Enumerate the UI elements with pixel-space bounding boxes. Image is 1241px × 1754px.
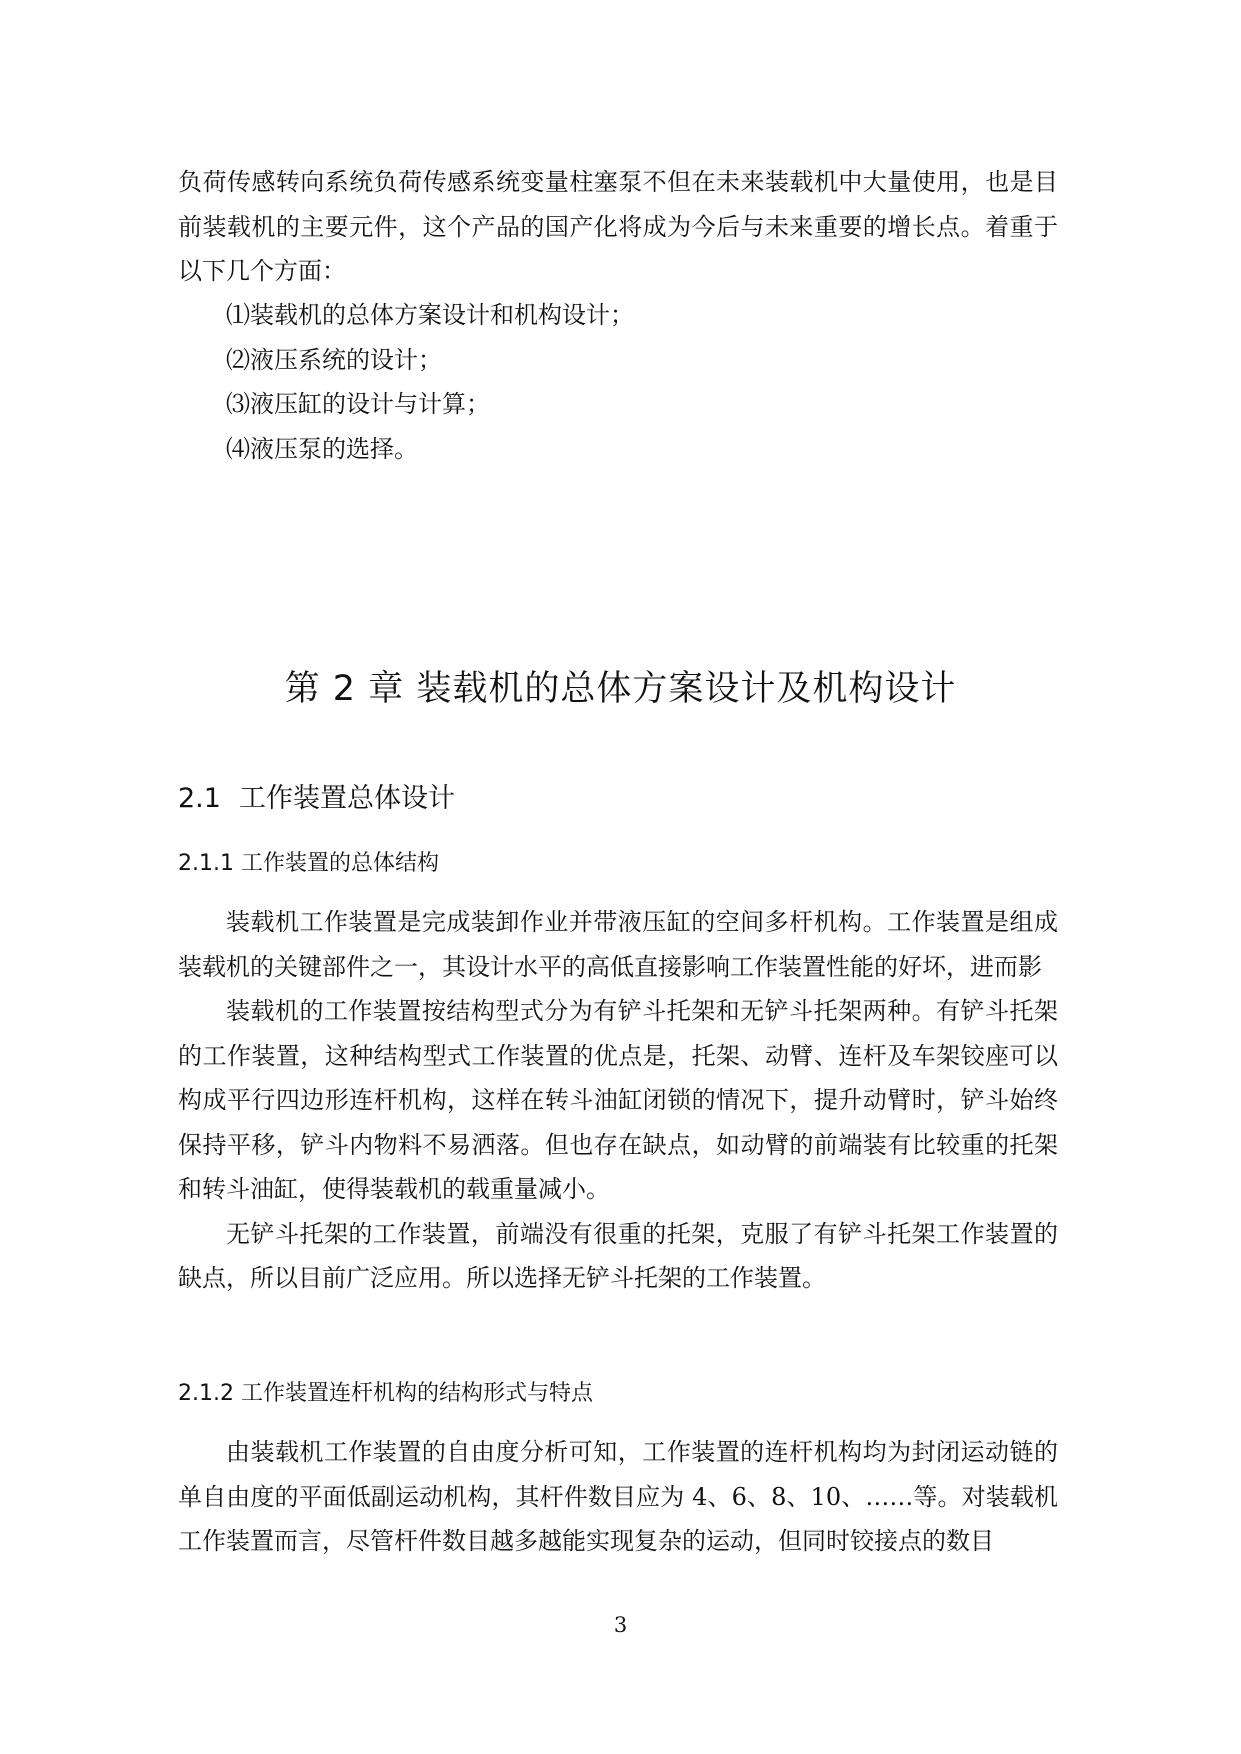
intro-block [178,160,1058,294]
subsection-2-1-1-body [178,900,1058,1301]
paragraph: 由装载机工作装置的自由度分析可知，工作装置的连杆机构均为封闭运动链的单自由度的平面低副运动机构，其杆件数目应为 4、6、8、10、……等。对装载机工作装置而言，尽管杆件数目越多越能实现复杂的运动，但同时铰接点的数目 [178,1438,1058,1555]
paragraph: 装载机工作装置是完成装卸作业并带液压缸的空间多杆机构。工作装置是组成装载机的关键部件之一，其设计水平的高低直接影响工作装置性能的好坏，进而影 [178,908,1058,981]
chapter-title: 第 2 章 装载机的总体方案设计及机构设计 [284,669,957,710]
focus-list [226,293,634,471]
section-title: 工作装置总体设计 [238,783,455,814]
list-item: ⑶液压缸的设计与计算； [226,390,490,418]
intro-paragraph: 负荷传感转向系统负荷传感系统变量柱塞泵不但在未来装载机中大量使用，也是目前装载机的主要元件，这个产品的国产化将成为今后与未来重要的增长点。着重于以下几个方面： [178,168,1058,285]
subsection-2-1-2-body [178,1430,1058,1564]
page-number: 3 [613,1613,628,1637]
section-number: 2.1 [178,783,221,814]
list-item: ⑷液压泵的选择。 [226,434,418,463]
subsection-heading-2-1-2: 2.1.2 工作装置连杆机构的结构形式与特点 [178,1381,593,1406]
list-item: ⑵液压系统的设计； [226,345,442,374]
section-heading [178,776,455,815]
subsection-heading-2-1-1: 2.1.1 工作装置的总体结构 [178,851,439,876]
paragraph: 无铲斗托架的工作装置，前端没有很重的托架，克服了有铲斗托架工作装置的缺点，所以目前广泛应用。所以选择无铲斗托架的工作装置。 [178,1219,1058,1292]
paragraph: 装载机的工作装置按结构型式分为有铲斗托架和无铲斗托架两种。有铲斗托架的工作装置，这种结构型式工作装置的优点是，托架、动臂、连杆及车架铰座可以构成平行四边形连杆机构，这样在转斗油缸闭锁的情况下，提升动臂时，铲斗始终保持平移，铲斗内物料不易洒落。但也存在缺点，如动臂的前端装有比较重的托架和转斗油缸，使得装载机的载重量减小。 [178,997,1058,1203]
list-item: ⑴装载机的总体方案设计和机构设计； [226,301,634,329]
